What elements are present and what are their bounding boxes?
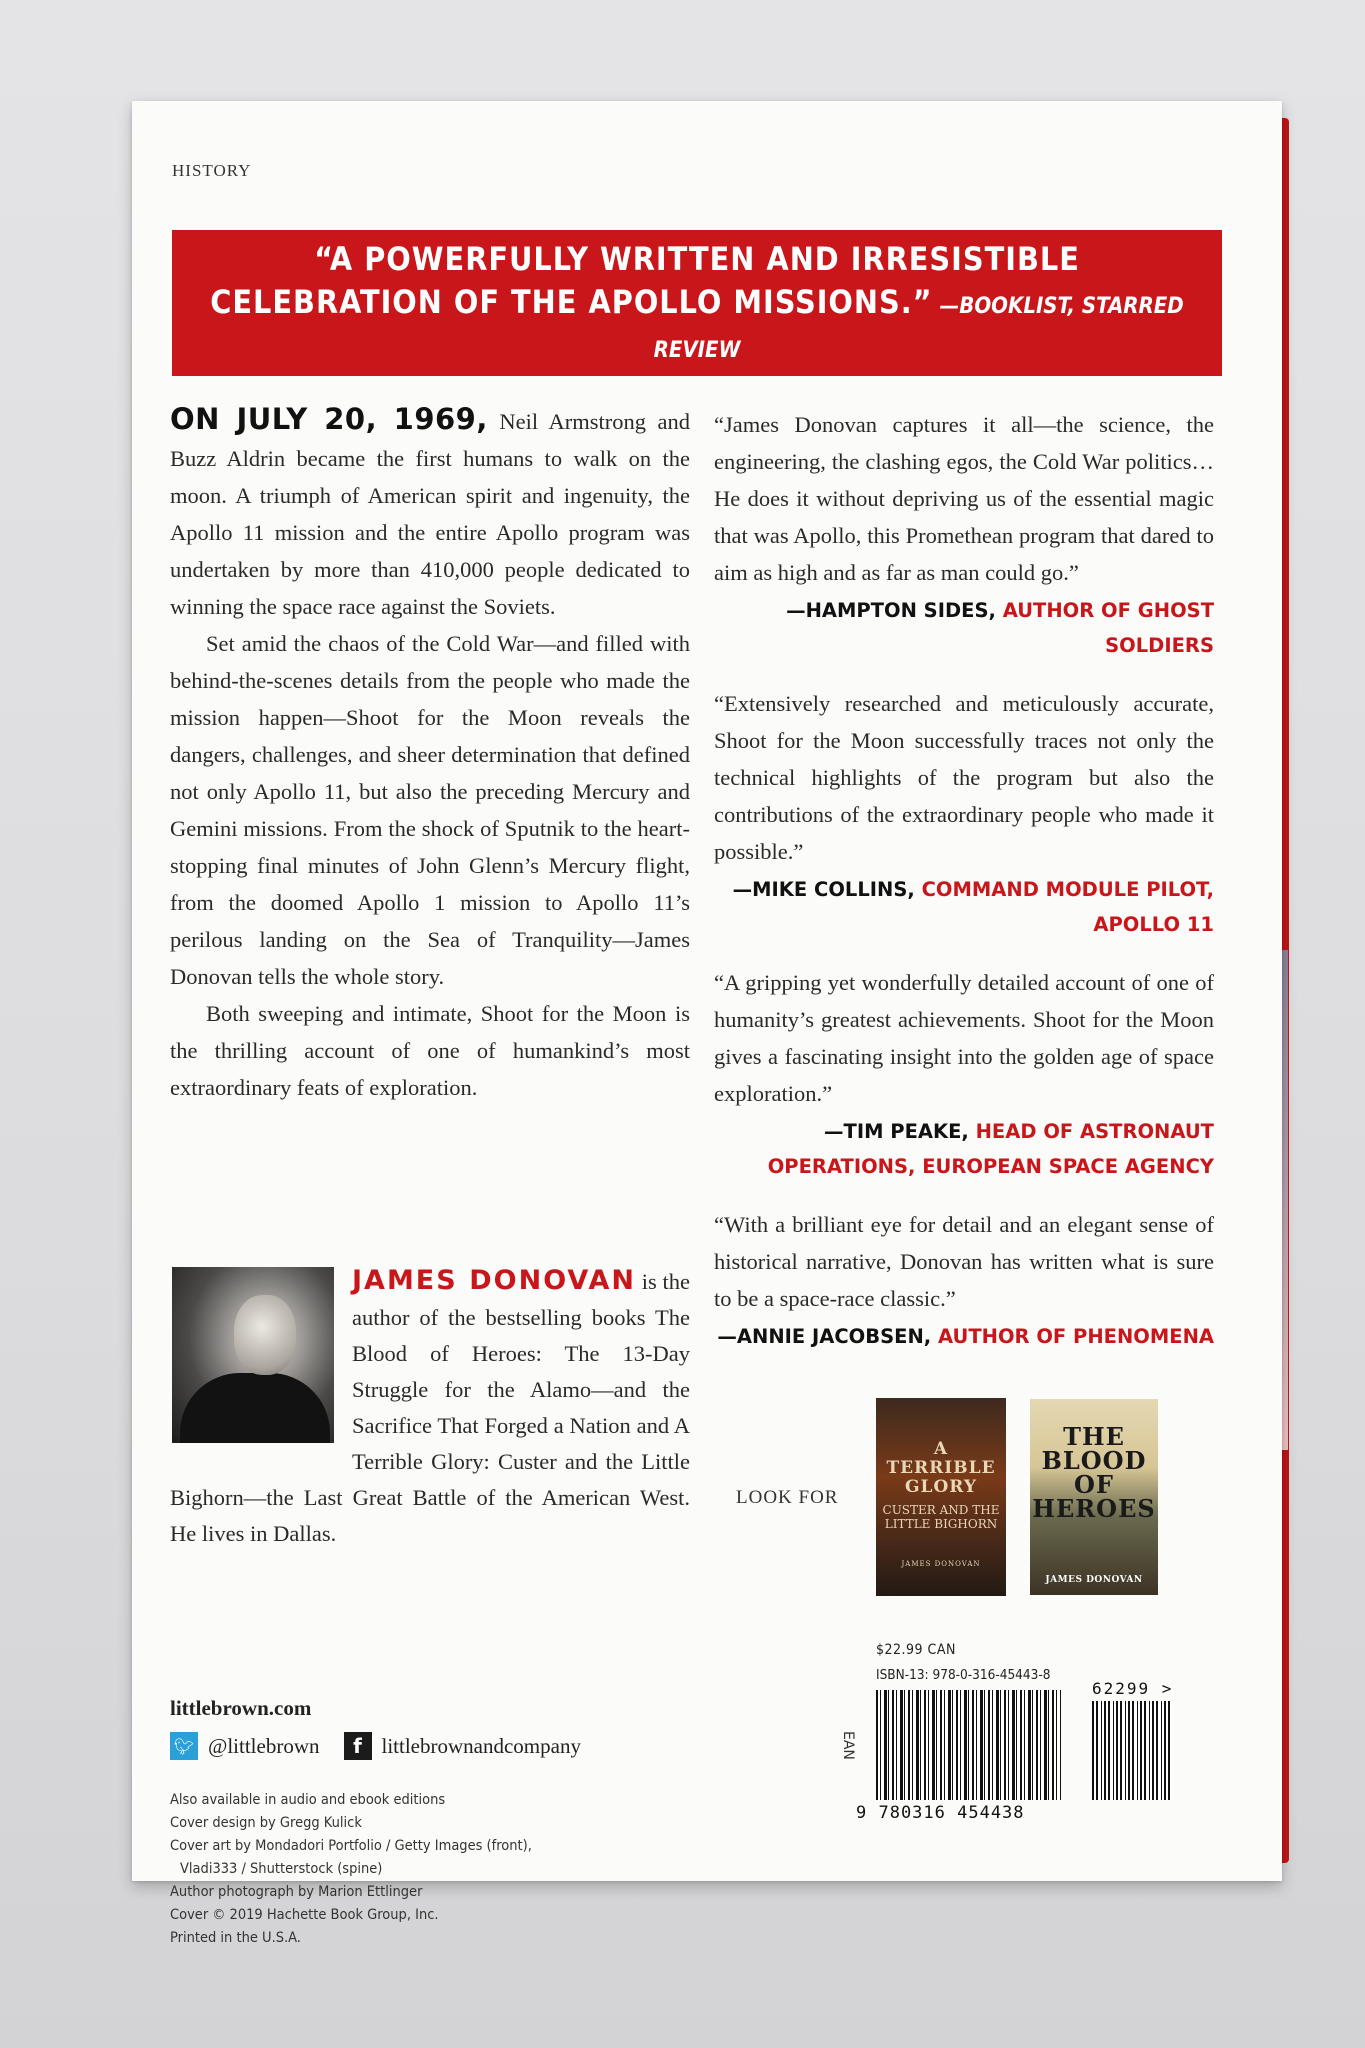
credit-line: Cover art by Mondadori Portfolio / Getty Images (front), <box>170 1838 532 1854</box>
price-label: $22.99 CAN <box>876 1642 956 1658</box>
banner-line-2-text: CELEBRATION OF THE APOLLO MISSIONS.” <box>210 283 933 322</box>
ean-text: EAN <box>840 1731 856 1760</box>
banner-line-2 <box>172 281 1222 367</box>
category-label: HISTORY <box>172 161 252 180</box>
price-barcode <box>1092 1701 1172 1800</box>
isbn-label: ISBN-13: 978-0-316-45443-8 <box>876 1667 1051 1683</box>
isbn-barcode <box>876 1690 1061 1800</box>
banner-source: —BOOKLIST, STARRED REVIEW <box>653 294 1184 363</box>
twitter-icon: 🐦︎ <box>170 1732 198 1760</box>
book-back-cover <box>132 101 1282 1946</box>
author-bio-text: is the author of the bestselling books The Blood of Heroes: The 13-Day Struggle for the Alamo—and the Sacrifice That Forged a Nation and A Terrible Glory: Custer and the Little Bighorn—the Last Great Battle of the American West. He lives in Dallas. <box>170 1269 690 1546</box>
blurb-quote: “Extensively researched and meticulously accurate, Shoot for the Moon successfully traces not only the technical highlights of the program but also the contributions of the extraordinary people who made it possible.” <box>714 691 1214 864</box>
blurb-name: —HAMPTON SIDES, <box>786 599 996 622</box>
credit-line: Author photograph by Marion Ettlinger <box>170 1884 423 1900</box>
credit-line: Vladi333 / Shutterstock (spine) <box>180 1861 383 1877</box>
author-photo-suit <box>180 1373 330 1443</box>
look-for-label: LOOK FOR <box>736 1487 839 1508</box>
description-column <box>170 401 690 1106</box>
blurb-attribution <box>714 1114 1214 1184</box>
author-bio <box>170 1263 690 1552</box>
description-p1-text: Neil Armstrong and Buzz Aldrin became the first humans to walk on the moon. A triumph of American spirit and ingenuity, the Apollo 11 mission and the entire Apollo program was undertaken by more than 410,000 people dedicated to winning the space race against the Soviets. <box>170 409 690 619</box>
author-name: JAMES DONOVAN <box>352 1265 636 1296</box>
publisher-website: littlebrown.com <box>170 1696 312 1720</box>
blurb-role: AUTHOR OF GHOST SOLDIERS <box>995 599 1214 657</box>
social-links <box>170 1732 581 1760</box>
banner-line-1: “A POWERFULLY WRITTEN AND IRRESISTIBLE <box>314 240 1080 279</box>
book-thumbnail-blood-of-heroes <box>1030 1399 1158 1595</box>
book-subtitle: CUSTER AND THE LITTLE BIGHORN <box>882 1503 1000 1531</box>
blurb-name: —TIM PEAKE, <box>824 1120 969 1143</box>
blurb-name: —MIKE COLLINS, <box>732 878 915 901</box>
description-paragraph-2: Set amid the chaos of the Cold War—and filled with behind-the-scenes details from the people who made the mission happen—Shoot for the Moon reveals the dangers, challenges, and sheer determination that defined not only Apollo 11, but also the preceding Mercury and Gemini missions. From the shock of Sputnik to the heart-stopping final minutes of John Glenn’s Mercury flight, from the doomed Apollo 1 mission to Apollo 11’s perilous landing on the Sea of Tranquility—James Donovan tells the whole story. <box>170 631 690 989</box>
credit-line: Also available in audio and ebook editions <box>170 1792 446 1808</box>
book-title: A TERRIBLE GLORY <box>886 1439 996 1497</box>
author-photo-face <box>234 1295 296 1375</box>
credit-line: Cover © 2019 Hachette Book Group, Inc. <box>170 1907 439 1923</box>
credit-line: Printed in the U.S.A. <box>170 1930 301 1946</box>
description-paragraph-1 <box>170 401 690 625</box>
blurb-role: HEAD OF ASTRONAUT OPERATIONS, EUROPEAN SPACE AGENCY <box>767 1120 1214 1178</box>
blurbs-column <box>714 406 1214 1376</box>
blurb-name: —ANNIE JACOBSEN, <box>717 1325 932 1348</box>
facebook-handle: littlebrownandcompany <box>381 1733 581 1758</box>
blurb-role: COMMAND MODULE PILOT, APOLLO 11 <box>914 878 1214 936</box>
book-author: JAMES DONOVAN <box>901 1560 981 1568</box>
author-photo <box>172 1267 334 1443</box>
book-thumbnail-terrible-glory <box>876 1398 1006 1596</box>
ean-label <box>839 1731 857 1764</box>
blurb-quote: “James Donovan captures it all—the science, the engineering, the clashing egos, the Cold War politics… He does it without depriving us of the essential magic that was Apollo, this Promethean program that dared to aim as high and as far as man could go.” <box>714 412 1214 585</box>
description-paragraph-3: Both sweeping and intimate, Shoot for the Moon is the thrilling account of one of humankind’s most extraordinary feats of exploration. <box>170 1001 690 1100</box>
blurb-quote: “A gripping yet wonderfully detailed account of one of humanity’s greatest achievements. Shoot for the Moon gives a fascinating insight into the golden age of space exploration.” <box>714 970 1214 1106</box>
barcode-digits: 9 780316 454438 <box>856 1803 1025 1823</box>
credits-block <box>170 1789 532 1950</box>
price-code: 62299 > <box>1092 1679 1174 1698</box>
book-author: JAMES DONOVAN <box>1045 1575 1143 1585</box>
description-lead: ON JULY 20, 1969, <box>170 402 488 436</box>
twitter-handle: @littlebrown <box>208 1733 320 1758</box>
blurb-role: AUTHOR OF PHENOMENA <box>931 1325 1214 1348</box>
facebook-icon: f <box>344 1732 372 1760</box>
credit-line: Cover design by Gregg Kulick <box>170 1815 362 1831</box>
blurb-quote: “With a brilliant eye for detail and an elegant sense of historical narrative, Donovan has written what is sure to be a space-race classic.” <box>714 1212 1214 1311</box>
blurb-attribution <box>714 872 1214 942</box>
review-banner <box>172 230 1222 376</box>
book-title: THE BLOOD OF HEROES <box>1032 1422 1156 1523</box>
blurb-attribution <box>714 1319 1214 1354</box>
blurb-attribution <box>714 593 1214 663</box>
